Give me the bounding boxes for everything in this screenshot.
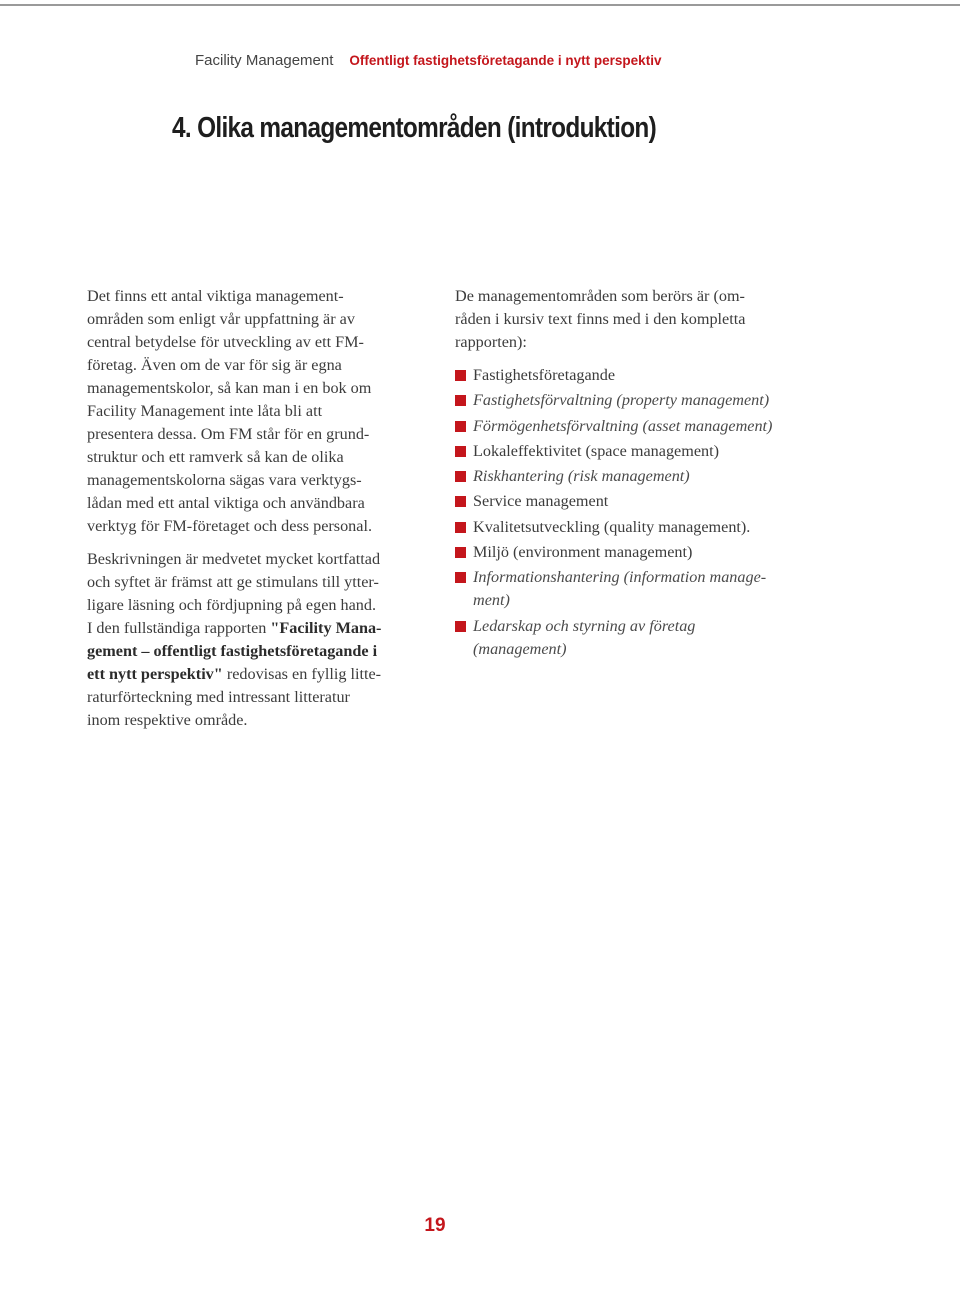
text-line (87, 640, 427, 663)
list-intro (455, 285, 835, 354)
list-item (455, 364, 835, 387)
list-item-text: Riskhantering (risk management) (473, 467, 690, 486)
list-item (455, 541, 835, 564)
header-subtitle: Offentligt fastighetsföretagande i nytt perspektiv (349, 53, 662, 68)
square-bullet-icon (455, 471, 466, 482)
list-item-text: ment) (473, 591, 510, 610)
square-bullet-icon (455, 370, 466, 381)
text-line: managementskolorna sägas vara verktygs- (87, 471, 362, 489)
text-line: presentera dessa. Om FM står för en grund- (87, 425, 370, 443)
square-bullet-icon (455, 446, 466, 457)
text-line: central betydelse för utveckling av ett FM- (87, 333, 364, 351)
list-item-text: Ledarskap och styrning av företag (473, 616, 696, 635)
text-fragment: I den fullständiga rapporten (87, 619, 271, 637)
right-column (455, 285, 835, 663)
text-line: raturförteckning med intressant litteratur (87, 688, 350, 706)
list-item (455, 566, 835, 612)
list-item-text: Lokaleffektivitet (space management) (473, 441, 719, 460)
list-item-text: Fastighetsföretagande (473, 366, 616, 384)
text-line: Det finns ett antal viktiga management- (87, 287, 344, 305)
list-item-text: Miljö (environment management) (473, 543, 693, 562)
text-line: Facility Management inte låta bli att (87, 402, 323, 420)
square-bullet-icon (455, 421, 466, 432)
text-line: och syftet är främst att ge stimulans till ytter- (87, 573, 379, 591)
top-rule (0, 4, 960, 6)
text-line (87, 617, 427, 640)
list-item (455, 465, 835, 488)
paragraph-description (87, 548, 427, 732)
text-fragment: redovisas en fyllig litte- (222, 665, 382, 683)
text-line: managementskolor, så kan man i en bok om (87, 379, 372, 397)
list-item (455, 415, 835, 438)
text-line: Beskrivningen är medvetet mycket kortfattad (87, 550, 381, 568)
square-bullet-icon (455, 547, 466, 558)
text-line: De managementområden som berörs är (om- (455, 287, 745, 305)
square-bullet-icon (455, 522, 466, 533)
text-line: områden som enligt vår uppfattning är av (87, 310, 355, 328)
square-bullet-icon (455, 621, 466, 632)
square-bullet-icon (455, 572, 466, 583)
list-item (455, 389, 835, 412)
text-line: ligare läsning och fördjupning på egen hand. (87, 596, 377, 614)
header-publication-title: Facility Management (195, 52, 334, 69)
text-line: inom respektive område. (87, 711, 248, 729)
text-line (87, 663, 427, 686)
paragraph-intro (87, 285, 427, 538)
management-areas-list (455, 364, 835, 661)
list-item-text: Fastighetsförvaltning (property management) (473, 391, 770, 410)
page-number: 19 (424, 1215, 446, 1236)
list-item-text: (management) (473, 639, 567, 658)
list-item-text: Förmögenhetsförvaltning (asset management) (473, 416, 773, 435)
list-item (455, 490, 835, 513)
text-line: rapporten): (455, 333, 527, 351)
list-item-text: Informationshantering (information manage- (473, 568, 767, 587)
left-column (87, 285, 427, 732)
square-bullet-icon (455, 496, 466, 507)
report-title-fragment: ett nytt perspektiv" (87, 665, 223, 683)
list-item (455, 440, 835, 463)
text-line: lådan med ett antal viktiga och användbara (87, 494, 365, 512)
report-title-fragment: gement – offentligt fastighetsföretagande i (87, 642, 378, 660)
chapter-title: 4. Olika managementområden (introduktion) (172, 112, 657, 144)
text-line: verktyg för FM-företaget och dess personal. (87, 517, 372, 535)
report-title-fragment: "Facility Mana- (270, 619, 382, 637)
square-bullet-icon (455, 395, 466, 406)
list-item-text: Kvalitetsutveckling (quality management). (473, 517, 751, 536)
running-header (195, 52, 661, 70)
text-line: företag. Även om de var för sig är egna (87, 356, 342, 374)
text-line: struktur och ett ramverk så kan de olika (87, 448, 344, 466)
text-line: råden i kursiv text finns med i den kompletta (455, 310, 746, 328)
list-item-text: Service management (473, 492, 609, 511)
list-item (455, 516, 835, 539)
list-item (455, 615, 835, 661)
